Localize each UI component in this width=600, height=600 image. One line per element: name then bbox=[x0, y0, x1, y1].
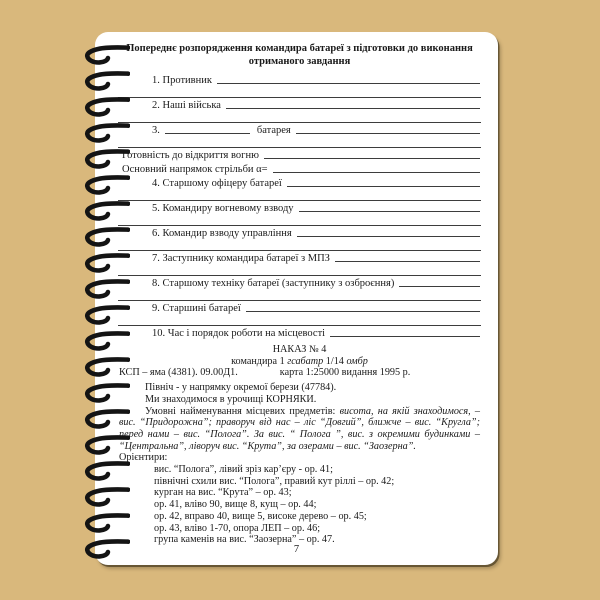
spiral-ring-icon bbox=[84, 303, 130, 327]
form-label-readiness: Готовність до відкриття вогню bbox=[122, 150, 259, 161]
write-in-line bbox=[399, 286, 480, 287]
north-line: Північ - у напрямку окремої берези (47784). bbox=[145, 382, 337, 394]
spiral-ring-icon bbox=[84, 251, 130, 275]
form-label-10: 10. Час і порядок роботи на місцевості bbox=[152, 328, 326, 339]
write-in-line bbox=[246, 311, 480, 312]
form-row-7 bbox=[152, 251, 481, 265]
spiral-ring-icon bbox=[84, 329, 130, 353]
continuation-line bbox=[118, 240, 481, 251]
spiral-ring-icon bbox=[84, 43, 130, 67]
landmark-item: курган на вис. “Крута” – ор. 43; bbox=[154, 487, 292, 499]
write-in-line bbox=[297, 236, 480, 237]
form-row-1 bbox=[152, 73, 481, 87]
spiral-ring-icon bbox=[84, 433, 130, 457]
landmark-item: північні схили вис. “Полога”, правий кут ріллі – ор. 42; bbox=[154, 475, 395, 487]
spiral-ring-icon bbox=[84, 277, 130, 301]
form-row-9 bbox=[152, 301, 481, 315]
order-sub-prefix: командира 1 bbox=[231, 355, 288, 367]
order-heading: НАКАЗ № 4 bbox=[272, 344, 327, 355]
location-line: Ми знаходимося в урочищі КОРНЯКИ. bbox=[145, 393, 317, 405]
order-sub-mid: 1/14 bbox=[323, 355, 347, 367]
spiral-ring-icon bbox=[84, 69, 130, 93]
page-number: 7 bbox=[293, 544, 300, 555]
order-section bbox=[118, 344, 481, 546]
form-row-2 bbox=[152, 98, 481, 112]
ksp-left: КСП – яма (4381). 09.00Д1. bbox=[119, 367, 238, 379]
form-label-8: 8. Старшому техніку батареї (заступнику з озброєння) bbox=[152, 278, 395, 289]
landmark-item: ор. 42, вправо 40, вище 5, високе дерево – ор. 45; bbox=[154, 510, 367, 522]
form-row-8 bbox=[152, 276, 481, 290]
page-content bbox=[118, 41, 481, 546]
page-title: Попереднє розпорядження командира батареї з підготовки до виконання отриманого завдання bbox=[126, 43, 473, 67]
continuation-line bbox=[118, 190, 481, 201]
spiral-ring-icon bbox=[84, 485, 130, 509]
form-row-10 bbox=[152, 326, 481, 340]
ksp-line bbox=[119, 367, 481, 379]
form-label-9: 9. Старшині батареї bbox=[152, 303, 241, 314]
spiral-ring-icon bbox=[84, 173, 130, 197]
form-row-readiness bbox=[122, 148, 481, 162]
write-in-line bbox=[287, 186, 480, 187]
conventions-text: висота, на якій знаходимося, – вис. “Придорожна”; праворуч від нас – ліс “Довгий”, ближче – вис. “Кругла”; перед нами – вис. “Полога”. За вис. “ Полога ”, вис. з окремими будинками – “Центральна”, ліворуч вис. “Крута”, за озерами – вис. “Заозерна”. bbox=[119, 405, 480, 452]
form-row-4 bbox=[152, 176, 481, 190]
form-label-6: 6. Командир взводу управління bbox=[152, 228, 292, 239]
continuation-line bbox=[118, 137, 481, 148]
continuation-line bbox=[118, 87, 481, 98]
spiral-ring-icon bbox=[84, 147, 130, 171]
form-label-5: 5. Командиру вогневому взводу bbox=[152, 203, 294, 214]
spiral-ring-icon bbox=[84, 537, 130, 561]
write-in-line bbox=[217, 83, 480, 84]
write-in-line bbox=[273, 172, 480, 173]
form-label-3-battery: батарея bbox=[256, 125, 291, 136]
form-row-direction bbox=[122, 162, 481, 176]
spiral-ring-icon bbox=[84, 355, 130, 379]
spiral-ring-icon bbox=[84, 511, 130, 535]
notebook-page bbox=[95, 32, 498, 565]
landmarks-label: Орієнтири: bbox=[119, 452, 168, 464]
landmark-item: група каменів на вис. “Заозерна” – ор. 47. bbox=[154, 534, 335, 546]
write-in-line bbox=[335, 261, 480, 262]
spiral-ring-icon bbox=[84, 199, 130, 223]
write-in-line bbox=[226, 108, 480, 109]
landmark-item: ор. 43, вліво 1-70, опора ЛЕП – ор. 46; bbox=[154, 522, 321, 534]
spiral-ring-icon bbox=[84, 381, 130, 405]
write-in-line bbox=[330, 336, 480, 337]
order-subheading bbox=[118, 356, 481, 368]
form-label-direction: Основний напрямок стрільби α= bbox=[122, 164, 268, 175]
spiral-ring-icon bbox=[84, 459, 130, 483]
spiral-ring-icon bbox=[84, 407, 130, 431]
conventions-paragraph bbox=[119, 406, 480, 453]
form-label-1: 1. Противник bbox=[152, 75, 212, 86]
write-in-line bbox=[264, 158, 480, 159]
spiral-ring-icon bbox=[84, 225, 130, 249]
write-in-line bbox=[296, 133, 480, 134]
form-label-2: 2. Наші війська bbox=[152, 100, 221, 111]
form-label-7: 7. Заступнику командира батареї з МПЗ bbox=[152, 253, 330, 264]
continuation-line bbox=[118, 265, 481, 276]
spiral-ring-icon bbox=[84, 121, 130, 145]
map-info: карта 1:25000 видання 1995 р. bbox=[279, 367, 411, 379]
write-in-line bbox=[299, 211, 480, 212]
continuation-line bbox=[118, 315, 481, 326]
order-unit-2: омбр bbox=[346, 355, 368, 367]
spiral-ring-icon bbox=[84, 95, 130, 119]
form-label-3-number: 3. bbox=[152, 125, 160, 136]
conventions-label: Умовні найменування місцевих предметів: bbox=[145, 405, 340, 417]
form-row-6 bbox=[152, 226, 481, 240]
continuation-line bbox=[118, 290, 481, 301]
write-in-line bbox=[165, 133, 250, 134]
landmark-item: вис. “Полога”, лівий зріз кар’єру - ор. 41; bbox=[154, 464, 333, 476]
landmark-item: ор. 41, вліво 90, вище 8, кущ – ор. 44; bbox=[154, 499, 317, 511]
continuation-line bbox=[118, 112, 481, 123]
form-row-3 bbox=[152, 123, 481, 137]
order-unit-1: гсабатр bbox=[287, 355, 324, 367]
form-row-5 bbox=[152, 201, 481, 215]
continuation-line bbox=[118, 215, 481, 226]
form-label-4: 4. Старшому офіцеру батареї bbox=[152, 178, 282, 189]
